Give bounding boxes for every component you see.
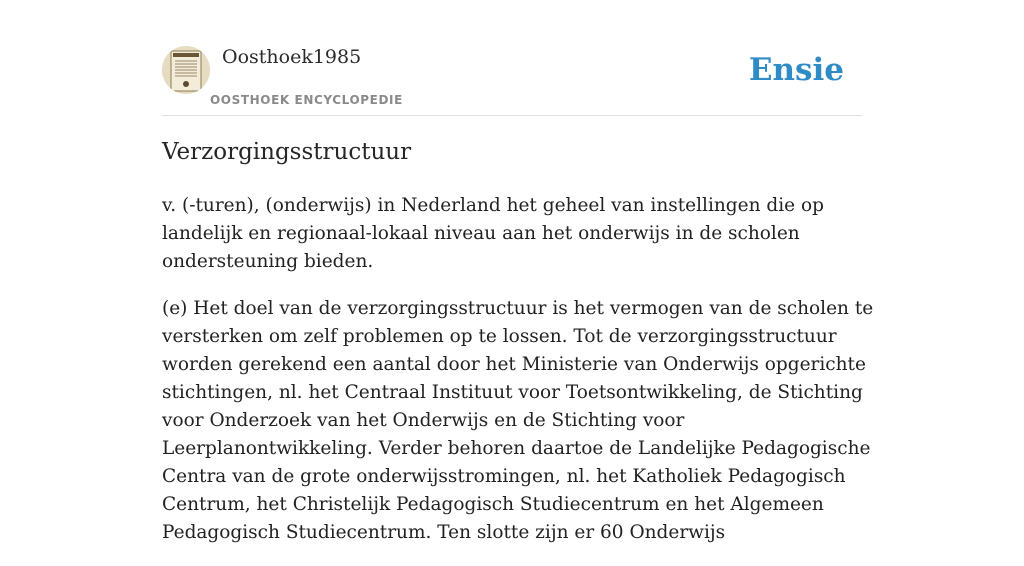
article-paragraph: v. (-turen), (onderwijs) in Nederland het geheel van instellingen die op landelijk en regionaal-lokaal niveau aan het onderwijs in de scholen ondersteuning bieden. bbox=[162, 195, 824, 272]
source-header bbox=[162, 44, 862, 116]
source-subtitle: OOSTHOEK ENCYCLOPEDIE bbox=[210, 93, 403, 107]
encyclopedia-book-cover-icon bbox=[162, 46, 210, 94]
article-paragraph: (e) Het doel van de verzorgingsstructuur is het vermogen van de scholen te versterken om zelf problemen op te lossen. Tot de verzorgingsstructuur worden gerekend een aantal door het Ministerie van Onderwijs opgerichte stichtingen, nl. het Centraal Instituut voor Toetsontwikkeling, de Stichting voor Onderzoek van het Onderwijs en de Stichting voor Leerplanontwikkeling. Verder behoren daartoe de Landelijke Pedagogische Centra van de grote onderwijsstromingen, nl. het Katholiek Pedagogisch Centrum, het Christelijk Pedagogisch Studiecentrum en het Algemeen Pedagogisch Studiecentrum. Ten slotte zijn er 60 Onderwijs bbox=[162, 298, 874, 543]
source-name[interactable]: Oosthoek1985 bbox=[222, 46, 362, 68]
article-title: Verzorgingsstructuur bbox=[162, 139, 412, 165]
ensie-brand-link[interactable]: Ensie bbox=[748, 52, 844, 88]
article-content bbox=[162, 192, 882, 566]
source-logo[interactable] bbox=[162, 46, 210, 94]
